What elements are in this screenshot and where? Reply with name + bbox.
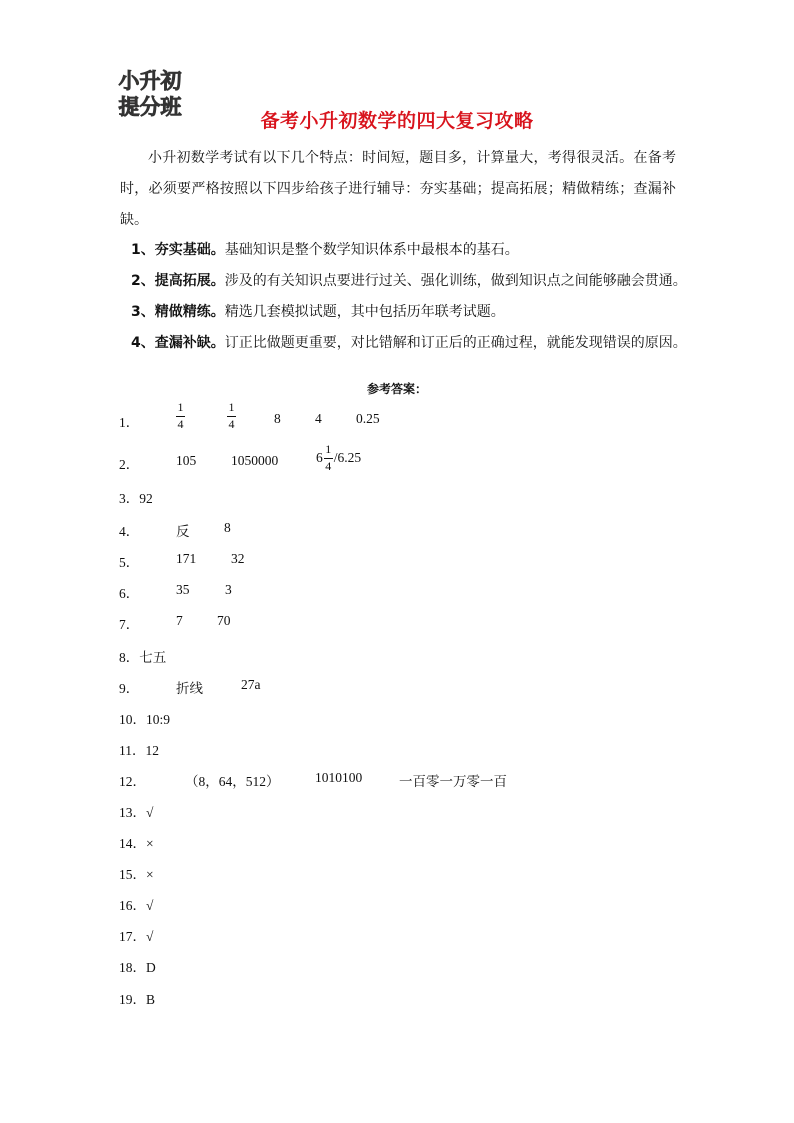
answer-number: 1．	[119, 415, 140, 430]
svg-text:小升初: 小升初	[118, 69, 182, 93]
point-heading: 1、夯实基础。	[131, 242, 225, 258]
answer-value: 折线	[176, 681, 203, 696]
answer-number: 6．	[119, 586, 140, 601]
answer-13: 13．√	[119, 805, 154, 820]
answer-number: 2．	[119, 457, 140, 472]
answer-value: 3	[225, 582, 232, 597]
answer-14: 14．×	[119, 836, 154, 851]
answer-value: 35	[176, 582, 190, 597]
answer-15: 15．×	[119, 867, 154, 882]
point-heading: 2、提高拓展。	[131, 273, 225, 289]
point-2	[131, 270, 687, 290]
answer-value: 1010100	[315, 770, 363, 785]
point-4	[131, 332, 687, 352]
fraction	[324, 443, 333, 473]
point-text: 精选几套模拟试题，其中包括历年联考试题。	[224, 304, 505, 320]
answer-value: 一百零一万零一百	[399, 774, 507, 789]
answer-value: 32	[231, 551, 245, 566]
point-3	[131, 301, 505, 321]
numerator: 1	[325, 442, 332, 456]
page-title: 备考小升初数学的四大复习攻略	[260, 110, 534, 132]
answer-value: 27a	[241, 677, 261, 692]
point-text: 基础知识是整个数学知识体系中最根本的基石。	[224, 242, 519, 258]
answer-number: 9．	[119, 681, 140, 696]
answer-value: 0.25	[356, 411, 380, 426]
answer-value: 反	[176, 524, 190, 539]
denominator: 4	[228, 417, 235, 431]
answer-number: 7．	[119, 617, 140, 632]
answer-8: 8．七五	[119, 650, 167, 665]
point-text: 订正比做题更重要，对比错解和订正后的正确过程，就能发现错误的原因。	[224, 335, 687, 351]
answer-value: 7	[176, 613, 183, 628]
answer-16: 16．√	[119, 898, 154, 913]
answer-10: 10．10:9	[119, 712, 171, 727]
answer-number: 5．	[119, 555, 140, 570]
mixed-number	[316, 443, 361, 473]
answer-number: 12．	[119, 774, 146, 789]
answer-number: 4．	[119, 524, 140, 539]
fraction	[227, 401, 236, 431]
answer-18: 18．D	[119, 960, 156, 975]
point-heading: 3、精做精练。	[131, 304, 225, 320]
answer-value: /6.25	[333, 450, 362, 465]
answer-17: 17．√	[119, 929, 154, 944]
numerator: 1	[228, 400, 235, 414]
denominator: 4	[177, 417, 184, 431]
point-heading: 4、查漏补缺。	[131, 335, 225, 351]
denominator: 4	[325, 459, 332, 473]
answer-11: 11．12	[119, 743, 159, 758]
answer-3: 3．92	[119, 491, 153, 506]
whole-part: 6	[316, 450, 323, 465]
svg-text:提分班: 提分班	[118, 95, 182, 119]
answer-value: 8	[224, 520, 231, 535]
answer-value: 4	[315, 411, 322, 426]
point-1	[131, 239, 519, 259]
fraction	[176, 401, 185, 431]
answer-value: （8，64，512）	[185, 774, 280, 789]
answer-value: 105	[176, 453, 197, 468]
answer-value: 171	[176, 551, 197, 566]
point-text: 涉及的有关知识点要进行过关、强化训练，做到知识点之间能够融会贯通。	[224, 273, 687, 289]
numerator: 1	[177, 400, 184, 414]
answer-value: 8	[274, 411, 281, 426]
answer-value: 70	[217, 613, 231, 628]
answer-19: 19．B	[119, 992, 156, 1007]
intro-paragraph: 小升初数学考试有以下几个特点：时间短，题目多，计算量大，考得很灵活。在备考时，必须要严格按照以下四步给孩子进行辅导：夯实基础；提高拓展；精做精练；查漏补缺。	[120, 150, 676, 228]
answers-title: 参考答案：	[366, 382, 427, 396]
answer-value: 1050000	[231, 453, 279, 468]
